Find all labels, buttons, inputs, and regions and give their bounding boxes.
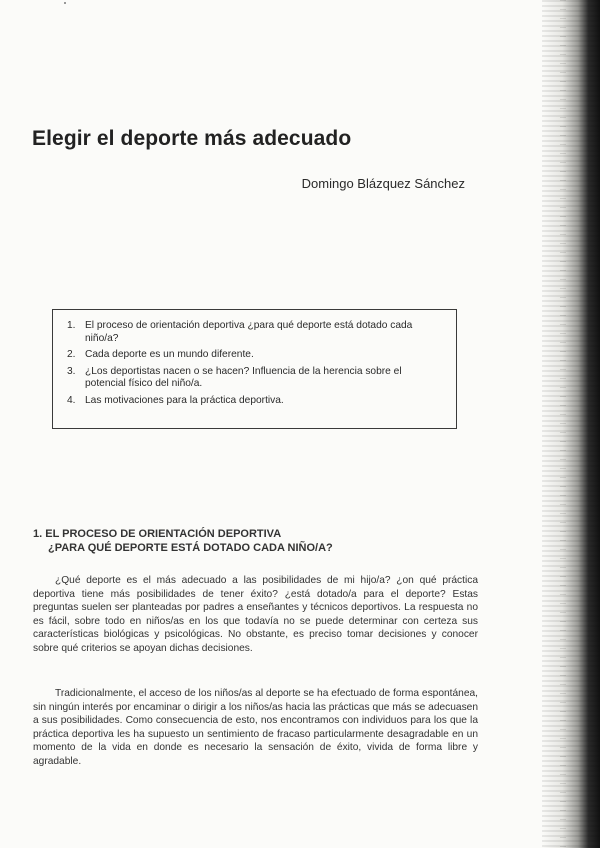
summary-item xyxy=(67,320,442,345)
book-binding-edge xyxy=(542,0,600,848)
binding-shadow xyxy=(560,0,566,848)
summary-item-number: 3. xyxy=(67,365,76,377)
summary-item-number: 4. xyxy=(67,394,76,406)
summary-item-number: 2. xyxy=(67,349,76,360)
summary-item-text: El proceso de orientación deportiva ¿para qué deporte está dotado cada niño/a? xyxy=(85,320,413,344)
summary-list xyxy=(67,320,442,407)
author-name: Domingo Blázquez Sánchez xyxy=(301,176,465,191)
summary-item xyxy=(67,349,442,362)
scan-mark xyxy=(64,2,66,4)
section-heading xyxy=(33,527,473,555)
summary-item-text: ¿Los deportistas nacen o se hacen? Influencia de la herencia sobre el potencial físico del niño/a. xyxy=(85,365,402,389)
summary-item xyxy=(67,366,442,391)
section-heading-line2: ¿PARA QUÉ DEPORTE ESTÁ DOTADO CADA NIÑO/A? xyxy=(48,542,333,554)
summary-item-text: Cada deporte es un mundo diferente. xyxy=(85,349,254,360)
summary-item-number: 1. xyxy=(67,320,76,331)
chapter-summary-box xyxy=(52,309,457,429)
section-heading-line1: 1. EL PROCESO DE ORIENTACIÓN DEPORTIVA xyxy=(33,528,282,540)
chapter-title: Elegir el deporte más adecuado xyxy=(32,127,352,150)
summary-item-text: Las motivaciones para la práctica deportiva. xyxy=(85,394,284,406)
body-paragraph: Tradicionalmente, el acceso de los niños/as al deporte se ha efectuado de forma espontánea, sin ningún interés por encaminar o dirigir a los niños/as hacia las prácticas que más se adecuasen a sus posibilidades. Como consecuencia de esto, nos encontramos con individuos para los que la práctica deportiva les ha supuesto un sentimiento de fracaso particularmente desagradable en un momento de la vida en donde es necesario la sensación de éxito, vivida de forma libre y agradable. xyxy=(33,688,478,767)
summary-item xyxy=(67,395,442,408)
body-paragraph: ¿Qué deporte es el más adecuado a las posibilidades de mi hijo/a? ¿on qué práctica deportiva tiene más posibilidades de tener éxito? ¿está dotado/a para el deporte? Estas preguntas suelen ser planteadas por padres a enseñantes y técnicos deportivos. La respuesta no es fácil, sobre todo en niños/as en los que todavía no se puede determinar con certeza sus características biológicas y psicológicas. No obstante, es preciso tomar decisiones y conocer sobre qué criterios se apoyan dichas decisiones. xyxy=(33,575,478,654)
